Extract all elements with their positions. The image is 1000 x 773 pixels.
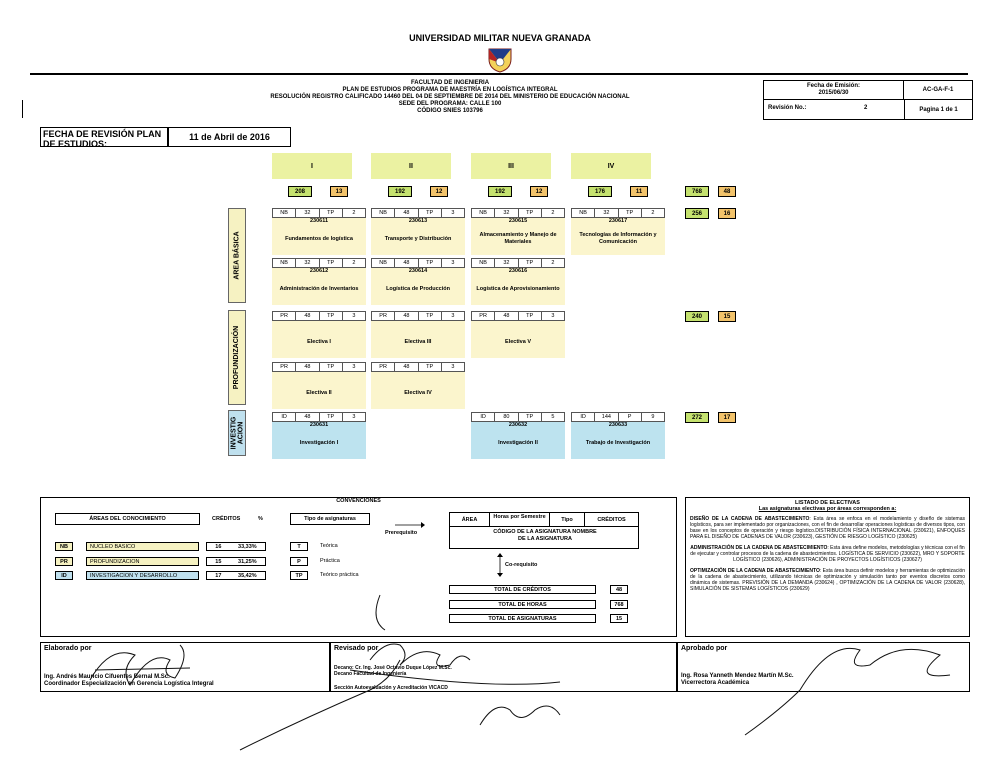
- revisado-name: Decano: Cr. Ing. José Octavio Duque López M.Sc.: [334, 665, 452, 671]
- course-credits: 3: [352, 313, 356, 319]
- electives-design: DISEÑO DE LA CADENA DE ABASTECIMIENTO: Esta área se enfoca en el modelamiento y diseño de sistemas logísticos, para ser implementado por organizaciones, con el fin de desarrollar operaciones logísticas de diversos tipos, con base en los conceptos de operación y riesgo logístico.DISTRIBUCIÓN FÍSICA INTERNACIONAL (230621), ENFOQUES PARA EL DISEÑO DE CADENAS DE VALOR (230623), GESTIÓN DE RIESGO LOGÍSTICO (230625): [690, 516, 965, 540]
- electives-admin: ADMINISTRACIÓN DE LA CADENA DE ABASTECIMIENTO: Esta área define modelos, metodologías y técnicas con el fin de ejecutar y controlar procesos de la cadena de abastecimientos. LOGÍSTICA DE SERVICIO (230622), MRO Y SOPORTE LOGÍSTICO (230626), ADMINISTRACIÓN DE PROYECTOS LOGÍSTICOS (230627): [690, 545, 965, 563]
- course-hours: 48: [395, 259, 418, 267]
- course-type: ID: [572, 413, 595, 421]
- course-code: 230617: [608, 218, 628, 224]
- course-card: [272, 208, 366, 255]
- area-label-investigacion: INVESTIG ACION: [228, 410, 246, 456]
- course-name: Almacenamiento y Manejo de Materiales: [479, 232, 557, 245]
- course-credits: 2: [352, 210, 356, 216]
- course-name: Administración de Inventarios: [279, 285, 359, 292]
- box-creditos: CRÉDITOS: [585, 513, 638, 527]
- box-hours: Horas por Semestre: [490, 513, 550, 527]
- course-hours: 48: [495, 312, 518, 320]
- revisado-section: Sección Autoevaluación y Acreditación VICACD: [334, 685, 448, 691]
- prerequisite-label: Prerequisito: [385, 530, 418, 536]
- semester-header: III: [471, 153, 551, 179]
- course-meta: [571, 208, 665, 218]
- plan-name: PLAN DE ESTUDIOS PROGRAMA DE MAESTRÍA EN LOGÍSTICA INTEGRAL: [342, 87, 558, 93]
- course-code: 230611: [309, 218, 329, 224]
- electives-title: LISTADO DE ELECTIVAS: [795, 500, 860, 506]
- course-kind: TP: [320, 209, 343, 217]
- doc-code: AC-GA-F-1: [904, 81, 972, 100]
- course-meta: [471, 258, 565, 268]
- course-code: 230612: [309, 268, 329, 274]
- course-name: Transporte y Distribución: [384, 235, 452, 242]
- legend-name: PROFUNDIZACION: [86, 557, 199, 566]
- electives-subtitle: Las asignaturas electivas por áreas corresponden a:: [758, 506, 897, 512]
- course-meta: [371, 258, 465, 268]
- box-tipo: Tipo: [550, 513, 585, 527]
- course-card: [272, 362, 366, 409]
- course-credits: 5: [551, 414, 555, 420]
- revisado-box: [330, 642, 677, 692]
- course-card: [471, 258, 565, 305]
- semester-header: II: [371, 153, 451, 179]
- course-card: [571, 412, 665, 459]
- course-code: [272, 321, 366, 328]
- revision-plan-label: FECHA DE REVISIÓN PLAN DE ESTUDIOS:: [40, 127, 168, 147]
- course-hours: 32: [296, 259, 319, 267]
- course-name: Investigación I: [299, 439, 339, 446]
- area-hours: 272: [685, 412, 709, 423]
- course-hours: 32: [495, 259, 518, 267]
- course-code: [272, 372, 366, 379]
- legend-name: INVESTIGACION Y DESARROLLO: [86, 571, 199, 580]
- course-meta: [471, 208, 565, 218]
- course-code: [471, 321, 565, 328]
- legend-stats: [206, 557, 266, 566]
- course-name: Logística de Aprovisionamiento: [476, 285, 560, 292]
- total-credits: 48: [718, 186, 736, 197]
- revision-plan-value: 11 de Abril de 2016: [168, 127, 291, 147]
- course-type: ID: [472, 413, 495, 421]
- legend-percent: 35,42%: [238, 572, 257, 579]
- legend-percent: 33,33%: [238, 543, 257, 550]
- course-hours: 48: [395, 312, 418, 320]
- fecha-emision-label: Fecha de Emisión:: [806, 83, 860, 89]
- semester-credits: 11: [630, 186, 648, 197]
- course-meta: [471, 412, 565, 422]
- course-hours: 80: [495, 413, 518, 421]
- course-hours: 48: [296, 363, 319, 371]
- area-hours: 256: [685, 208, 709, 219]
- page-number: Pagina 1 de 1: [904, 100, 972, 119]
- course-credits: 2: [551, 210, 555, 216]
- course-kind: TP: [320, 413, 343, 421]
- semester-header: I: [272, 153, 352, 179]
- course-code: 230615: [508, 218, 528, 224]
- tipo-header: Tipo de asignaturas: [290, 513, 370, 525]
- revisado-label: Revisado por: [334, 645, 379, 652]
- aprobado-role: Vicerrectora Académica: [681, 680, 750, 686]
- semester-hours: 176: [588, 186, 612, 197]
- course-code: 230631: [309, 422, 329, 428]
- course-card: [371, 208, 465, 255]
- course-kind: TP: [519, 312, 542, 320]
- course-hours: 32: [495, 209, 518, 217]
- header-divider: [30, 73, 968, 75]
- faculty-header: [150, 80, 750, 115]
- course-credits: 2: [651, 210, 655, 216]
- course-type: PR: [372, 312, 395, 320]
- course-card: [272, 311, 366, 358]
- course-code: 230616: [508, 268, 528, 274]
- course-kind: TP: [519, 413, 542, 421]
- course-credits: 2: [352, 260, 356, 266]
- course-credits: 3: [451, 260, 455, 266]
- total-subjects-value: 15: [610, 614, 628, 623]
- aprobado-name: Ing. Rosa Yanneth Mendez Martín M.Sc.: [681, 673, 794, 679]
- course-name: Fundamentos de logística: [285, 235, 353, 242]
- course-code: 230613: [408, 218, 428, 224]
- corequisite-label: Co-requisito: [505, 562, 538, 568]
- course-meta: [571, 412, 665, 422]
- course-credits: 3: [551, 313, 555, 319]
- area-credits: 17: [718, 412, 736, 423]
- tipo-code: TP: [290, 571, 308, 580]
- course-hours: 144: [595, 413, 618, 421]
- course-meta: [272, 311, 366, 321]
- semester-hours: 192: [488, 186, 512, 197]
- aprobado-box: [677, 642, 970, 692]
- course-card: [272, 412, 366, 459]
- course-type: PR: [273, 363, 296, 371]
- course-kind: TP: [419, 209, 442, 217]
- resolution-text: RESOLUCIÓN REGISTRO CALIFICADO 14460 DEL 04 DE SEPTIEMBRE DE 2014 DEL MINISTERIO DE EDUCACIÓN NACIONAL: [270, 94, 630, 100]
- credits-header: CRÉDITOS: [212, 516, 241, 522]
- course-code: 230614: [408, 268, 428, 274]
- semester-hours: 208: [288, 186, 312, 197]
- course-kind: TP: [519, 259, 542, 267]
- course-kind: TP: [419, 363, 442, 371]
- course-type: PR: [273, 312, 296, 320]
- course-hours: 32: [595, 209, 618, 217]
- percent-header: %: [258, 516, 263, 522]
- course-type: NB: [273, 259, 296, 267]
- legend-credits: 17: [215, 572, 222, 579]
- electives-box: [685, 497, 970, 637]
- tipo-code: T: [290, 542, 308, 551]
- area-label-basica: AREA BÁSICA: [228, 208, 246, 303]
- university-seal-icon: [485, 45, 515, 73]
- course-name: Investigación II: [498, 439, 538, 446]
- course-kind: TP: [519, 209, 542, 217]
- legend-code: PR: [55, 557, 73, 566]
- semester-credits: 12: [530, 186, 548, 197]
- sede-text: SEDE DEL PROGRAMA: CALLE 100: [398, 101, 502, 107]
- semester-header: IV: [571, 153, 651, 179]
- total-hours: 768: [685, 186, 709, 197]
- course-meta: [371, 362, 465, 372]
- course-type: NB: [472, 259, 495, 267]
- course-name: Electiva II: [306, 389, 332, 396]
- course-card: [571, 208, 665, 255]
- legend-code: NB: [55, 542, 73, 551]
- legend-course-box: [449, 512, 639, 549]
- course-meta: [471, 311, 565, 321]
- total-hours-value: 768: [610, 600, 628, 609]
- areas-header: ÁREAS DEL CONOCIMIENTO: [55, 513, 200, 525]
- revision-label: Revisión No.:: [768, 105, 807, 111]
- elaborado-name: Ing. Andrés Mauricio Cifuentes Bernal M.Sc.: [44, 674, 170, 680]
- course-kind: TP: [320, 259, 343, 267]
- course-name: Electiva V: [505, 338, 531, 345]
- conventions-title: CONVENCIONES: [336, 498, 381, 504]
- prerequisite-arrow-icon: [395, 520, 425, 530]
- course-credits: 3: [451, 313, 455, 319]
- course-credits: 3: [451, 210, 455, 216]
- semester-credits: 12: [430, 186, 448, 197]
- course-card: [471, 311, 565, 358]
- legend-credits: 16: [215, 543, 222, 550]
- box-area: ÁREA: [450, 513, 490, 527]
- course-credits: 3: [451, 364, 455, 370]
- course-code: 230633: [608, 422, 628, 428]
- legend-name: NUCLEO BASICO: [86, 542, 199, 551]
- course-meta: [371, 311, 465, 321]
- course-kind: TP: [419, 259, 442, 267]
- course-kind: TP: [320, 363, 343, 371]
- area-hours: 240: [685, 311, 709, 322]
- elaborado-box: [40, 642, 330, 692]
- course-meta: [272, 412, 366, 422]
- course-type: PR: [472, 312, 495, 320]
- margin-mark: [22, 100, 23, 118]
- course-credits: 3: [352, 364, 356, 370]
- course-credits: 9: [651, 414, 655, 420]
- total-hours-label: TOTAL DE HORAS: [449, 600, 596, 609]
- legend-stats: [206, 542, 266, 551]
- box-code-name: CÓDIGO DE LA ASIGNATURA NOMBRE DE LA ASIGNATURA: [493, 529, 597, 542]
- course-name: Tecnologías de Información y Comunicación: [579, 232, 657, 245]
- semester-hours: 192: [388, 186, 412, 197]
- course-type: PR: [372, 363, 395, 371]
- course-kind: TP: [419, 312, 442, 320]
- electives-optim: OPTIMIZACIÓN DE LA CADENA DE ABASTECIMIENTO: Esta área busca definir modelos y herramientas de optimización de la cadena de abastecimiento, utilizando técnicas de optimización y simulación tanto por eventos discretos como dinámica de sistemas. PREVISIÓN DE LA DEMANDA (230624) , OPTIMIZACIÓN DE LA CADENA DE VALOR (230628), SIMULACIÓN DE SISTEMAS LOGÍSTICOS (230629): [690, 568, 966, 592]
- course-type: NB: [372, 209, 395, 217]
- university-title: UNIVERSIDAD MILITAR NUEVA GRANADA: [409, 33, 591, 43]
- document-control-box: [763, 80, 973, 120]
- course-type: NB: [572, 209, 595, 217]
- course-code: 230632: [508, 422, 528, 428]
- course-hours: 48: [296, 312, 319, 320]
- total-credits-label: TOTAL DE CRÉDITOS: [449, 585, 596, 594]
- aprobado-label: Aprobado por: [681, 645, 728, 652]
- course-type: ID: [273, 413, 296, 421]
- course-type: NB: [472, 209, 495, 217]
- total-subjects-label: TOTAL DE ASIGNATURAS: [449, 614, 596, 623]
- course-hours: 48: [395, 363, 418, 371]
- semester-credits: 13: [330, 186, 348, 197]
- course-name: Electiva I: [307, 338, 331, 345]
- tipo-name: Práctica: [320, 558, 340, 564]
- revisado-role: Decano Facultad de Ingeniería: [334, 671, 407, 677]
- course-meta: [371, 208, 465, 218]
- area-credits: 16: [718, 208, 736, 219]
- course-kind: P: [619, 413, 642, 421]
- course-name: Electiva IV: [404, 389, 432, 396]
- snies-text: CÓDIGO SNIES 103796: [417, 108, 483, 114]
- legend-stats: [206, 571, 266, 580]
- course-hours: 32: [296, 209, 319, 217]
- course-name: Trabajo de Investigación: [585, 439, 651, 446]
- elaborado-role: Coordinador Especialización en Gerencia Logística Integral: [44, 681, 214, 687]
- course-card: [371, 362, 465, 409]
- course-kind: TP: [619, 209, 642, 217]
- corequisite-arrow-icon: [496, 553, 504, 577]
- legend-percent: 31,25%: [238, 558, 257, 565]
- course-name: Logística de Producción: [386, 285, 450, 292]
- course-card: [371, 311, 465, 358]
- area-credits: 15: [718, 311, 736, 322]
- course-type: NB: [273, 209, 296, 217]
- course-code: [371, 372, 465, 379]
- course-kind: TP: [320, 312, 343, 320]
- fecha-emision-value: 2015/06/30: [818, 90, 849, 96]
- total-credits-value: 48: [610, 585, 628, 594]
- course-card: [371, 258, 465, 305]
- course-name: Electiva III: [404, 338, 432, 345]
- course-card: [471, 208, 565, 255]
- revision-value: 2: [864, 105, 868, 111]
- legend-credits: 15: [215, 558, 222, 565]
- tipo-name: Teórico práctica: [320, 572, 359, 578]
- course-card: [272, 258, 366, 305]
- legend-code: ID: [55, 571, 73, 580]
- course-credits: 2: [551, 260, 555, 266]
- course-meta: [272, 258, 366, 268]
- course-type: NB: [372, 259, 395, 267]
- course-hours: 48: [296, 413, 319, 421]
- course-credits: 3: [352, 414, 356, 420]
- faculty-name: FACULTAD DE INGENIERIA: [410, 80, 490, 86]
- tipo-code: P: [290, 557, 308, 566]
- tipo-name: Teórica: [320, 543, 338, 549]
- elaborado-label: Elaborado por: [44, 645, 92, 652]
- course-card: [471, 412, 565, 459]
- course-meta: [272, 362, 366, 372]
- area-label-profundizacion: PROFUNDIZACIÓN: [228, 310, 246, 405]
- course-code: [371, 321, 465, 328]
- course-hours: 48: [395, 209, 418, 217]
- course-meta: [272, 208, 366, 218]
